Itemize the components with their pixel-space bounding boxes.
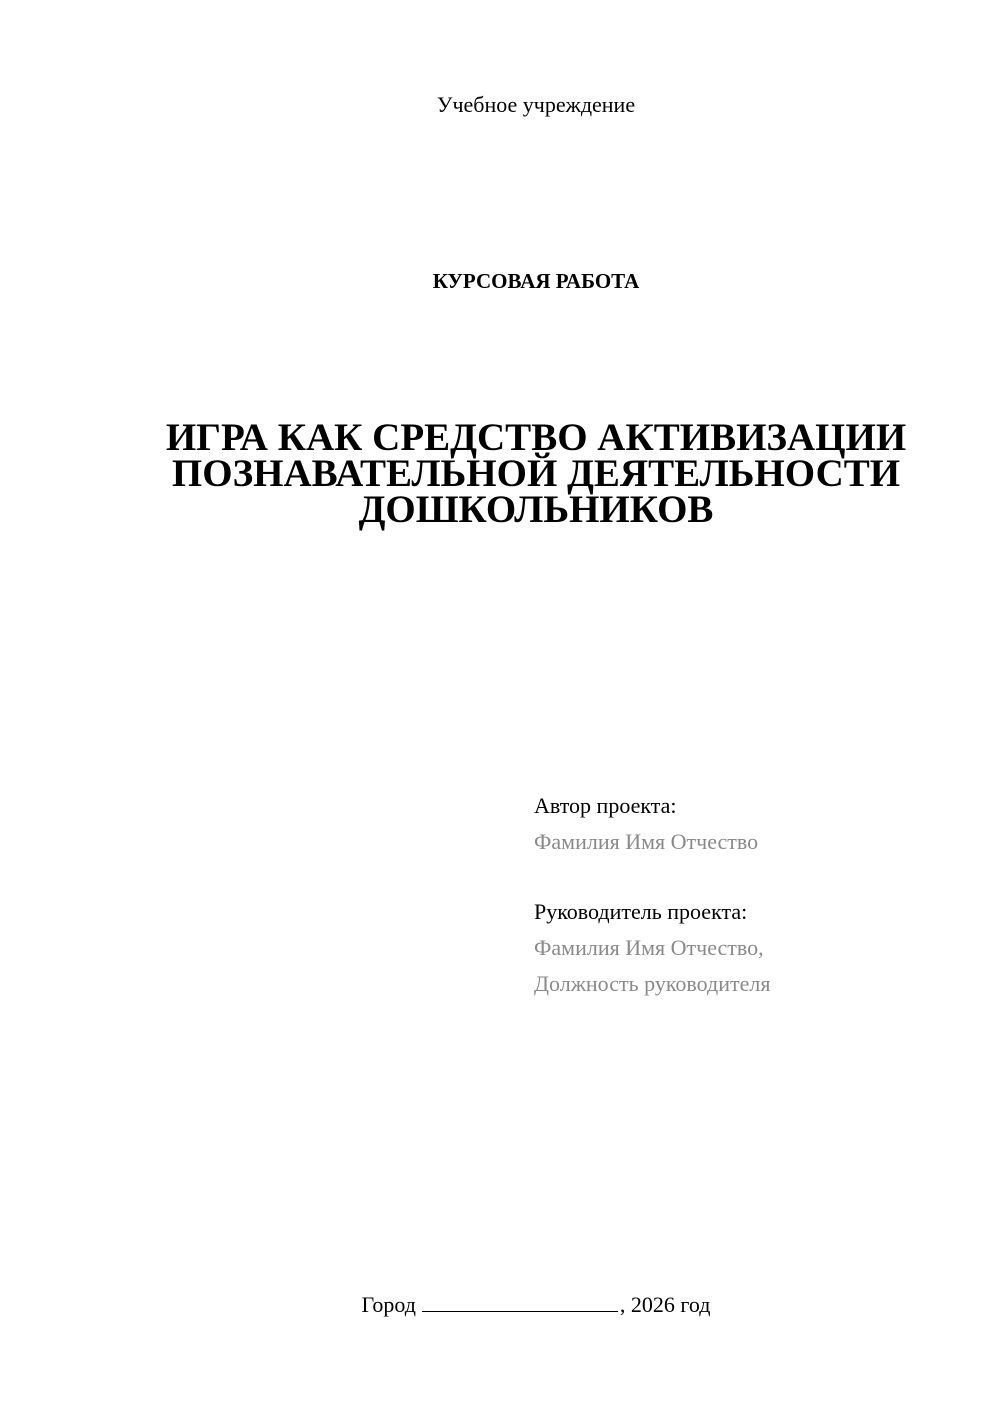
author-name-placeholder: Фамилия Имя Отчество (534, 829, 759, 854)
work-type-heading: КУРСОВАЯ РАБОТА (432, 269, 640, 293)
author-info-block (534, 788, 974, 1002)
institution-name: Учебное учреждение (436, 92, 636, 117)
supervisor-name-placeholder: Фамилия Имя Отчество, (534, 935, 764, 960)
city-label: Город (361, 1292, 416, 1317)
city-blank-line (422, 1291, 618, 1312)
title-line: ПОЗНАВАТЕЛЬНОЙ ДЕЯТЕЛЬНОСТИ (171, 452, 901, 495)
year-text: , 2026 год (619, 1292, 711, 1317)
city-year-line (0, 1290, 1000, 1320)
title-line: ИГРА КАК СРЕДСТВО АКТИВИЗАЦИИ (165, 416, 907, 459)
document-title (100, 416, 972, 531)
supervisor-position-placeholder: Должность руководителя (534, 971, 771, 996)
author-label: Автор проекта: (534, 793, 677, 818)
supervisor-label: Руководитель проекта: (534, 899, 748, 924)
title-line: ДОШКОЛЬНИКОВ (358, 488, 714, 531)
spacer (534, 860, 974, 894)
